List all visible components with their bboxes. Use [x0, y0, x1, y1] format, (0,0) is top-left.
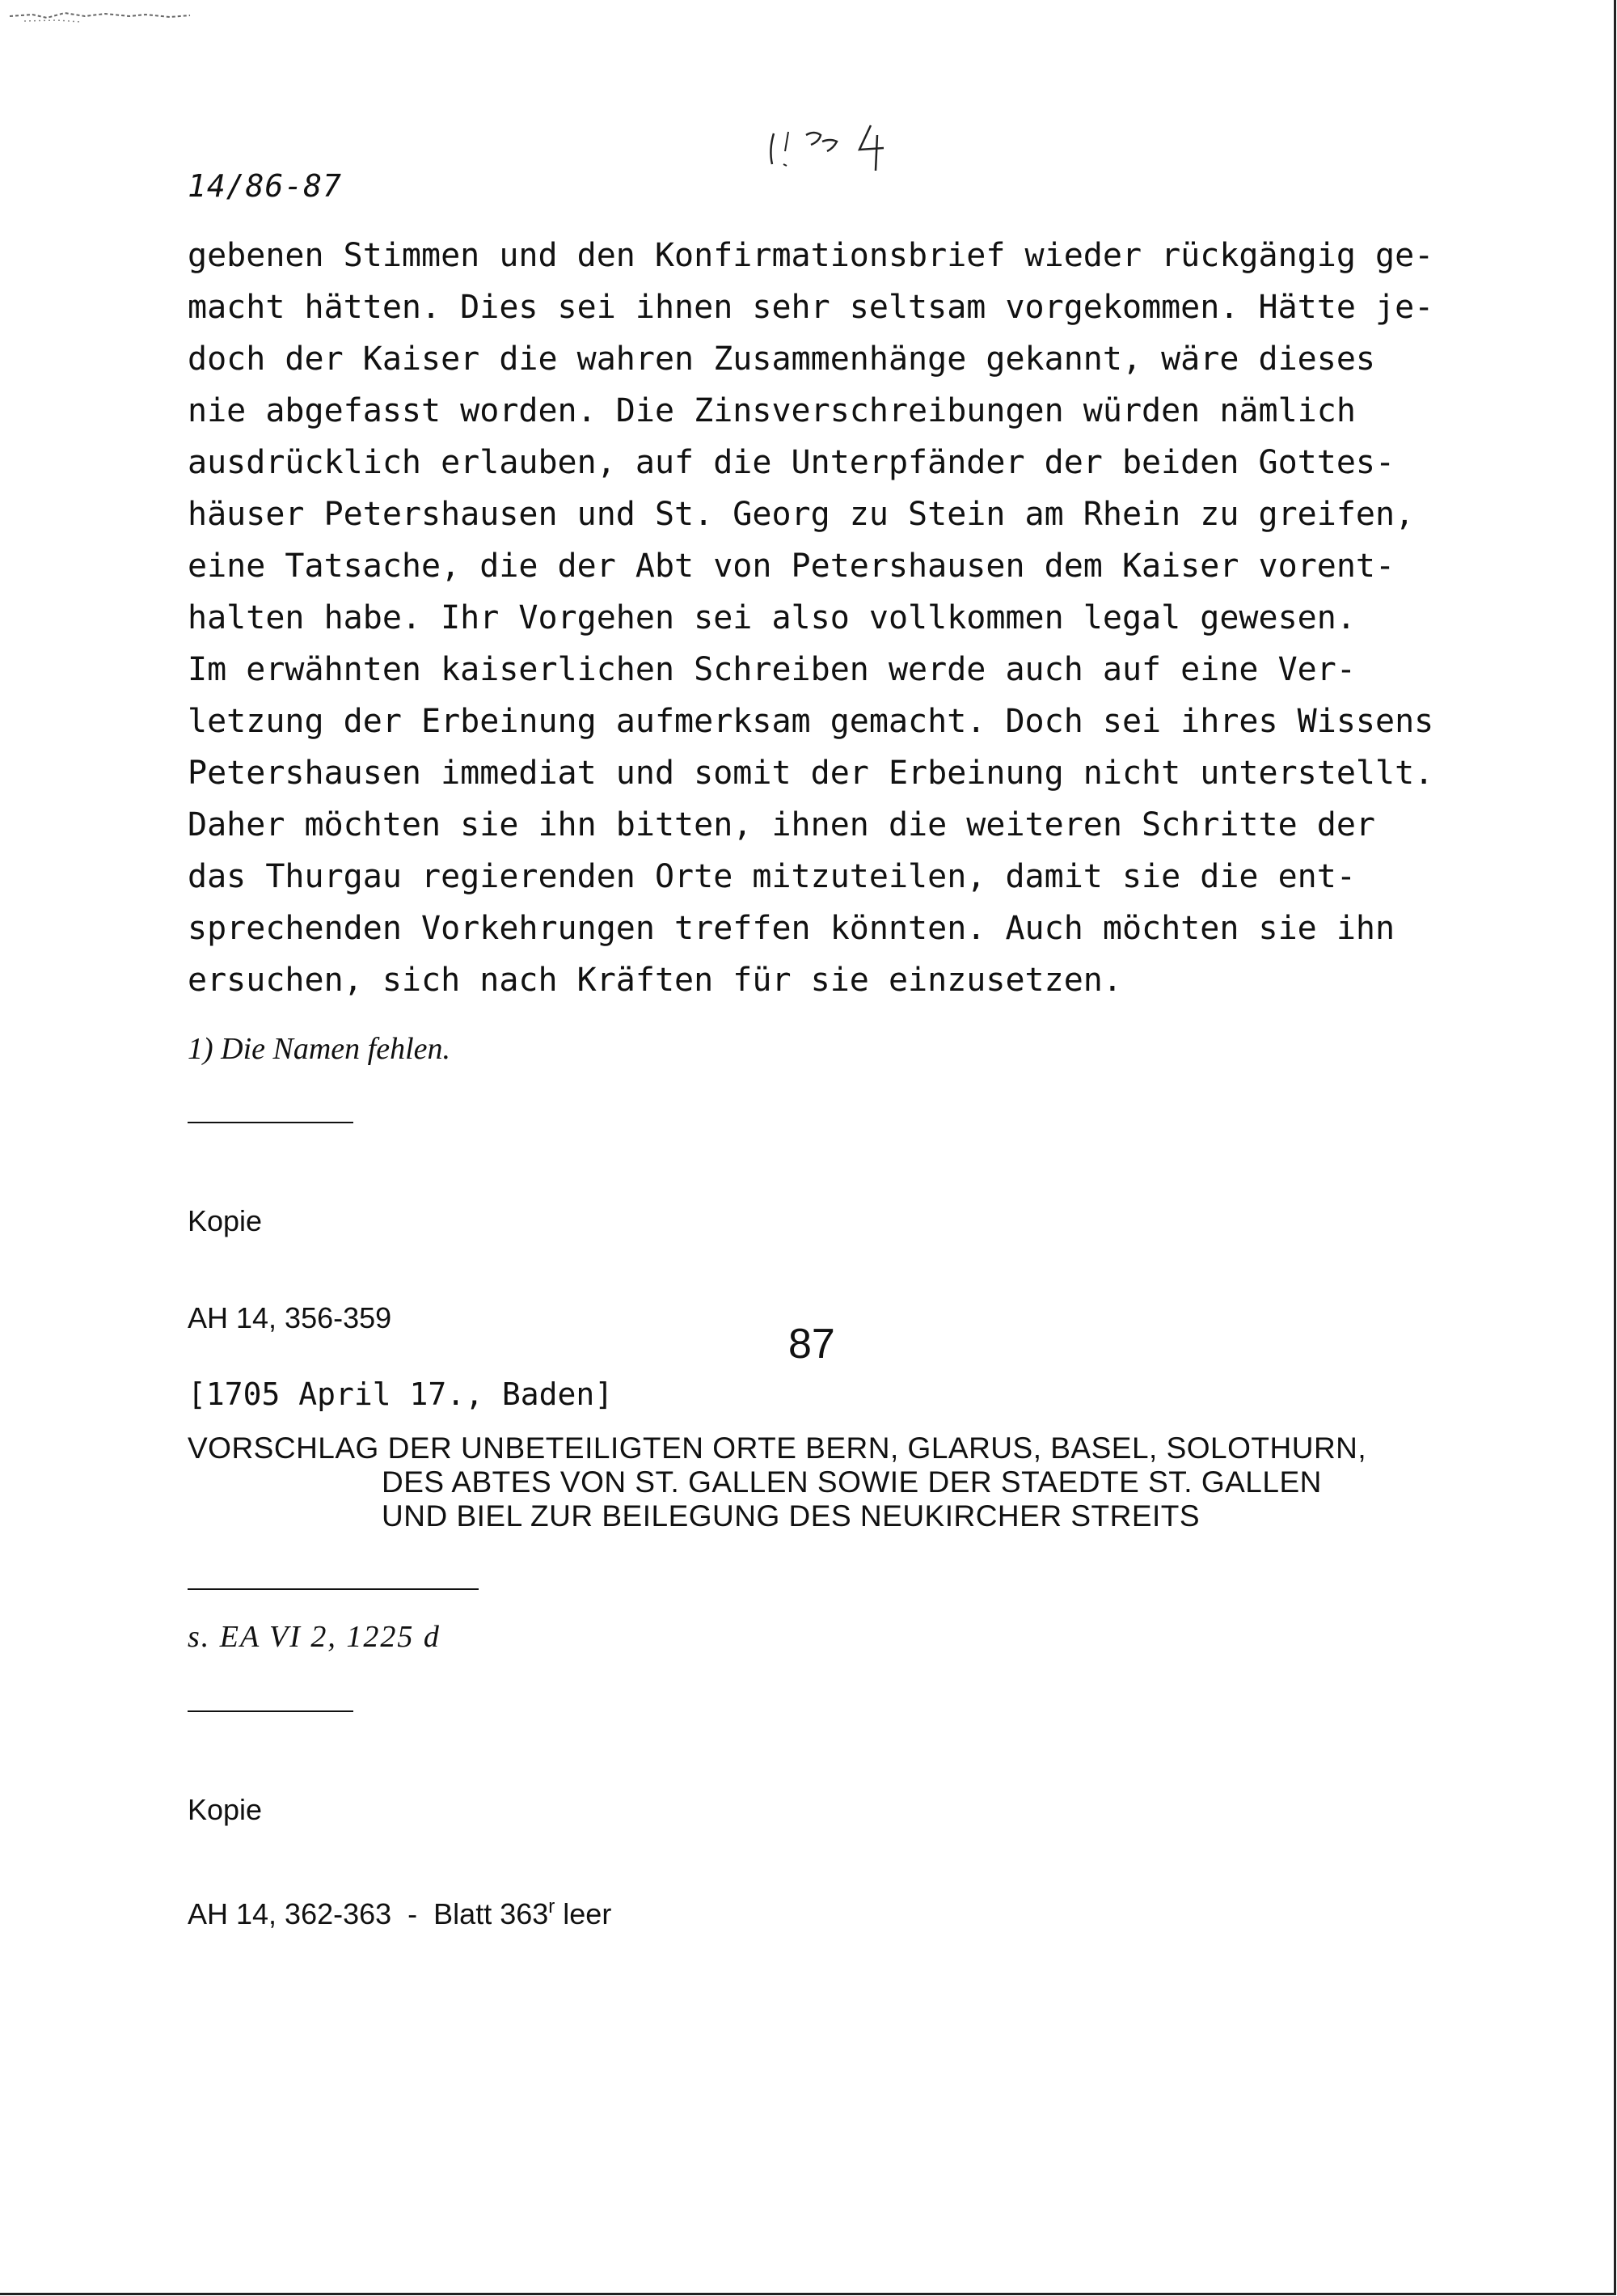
body-line: ausdrücklich erlauben, auf die Unterpfänder der beiden Gottes-	[188, 444, 1395, 481]
source-location: AH 14, 356-359	[188, 1301, 392, 1334]
body-line: gebenen Stimmen und den Konfirmationsbrief wieder rückgängig ge-	[188, 237, 1434, 274]
source-location-text: AH 14, 362-363 - Blatt 363	[188, 1897, 549, 1930]
page-reference: 14/86-87	[188, 168, 343, 204]
heading-line: DES ABTES VON ST. GALLEN SOWIE DER STAEDTE ST. GALLEN	[382, 1465, 1322, 1499]
heading-line: UND BIEL ZUR BEILEGUNG DES NEUKIRCHER STREITS	[382, 1499, 1201, 1533]
body-line: nie abgefasst worden. Die Zinsverschreibungen würden nämlich	[188, 392, 1356, 429]
body-line: halten habe. Ihr Vorgehen sei also vollkommen legal gewesen.	[188, 599, 1356, 636]
edition-citation: s. EA VI 2, 1225 d	[188, 1620, 441, 1654]
source-block	[188, 1729, 611, 1963]
body-line: ersuchen, sich nach Kräften für sie einzusetzen.	[188, 962, 1122, 999]
recto-superscript: r	[548, 1896, 555, 1918]
source-block	[188, 1140, 391, 1367]
body-text	[188, 230, 1481, 1006]
body-line: macht hätten. Dies sei ihnen sehr seltsam vorgekommen. Hätte je-	[188, 289, 1434, 326]
separator-rule	[188, 1122, 353, 1123]
document-dateline: [1705 April 17., Baden]	[188, 1376, 614, 1412]
body-line: das Thurgau regierenden Orte mitzuteilen, damit sie die ent-	[188, 858, 1356, 895]
body-line: sprechenden Vorkehrungen treffen könnten. Auch möchten sie ihn	[188, 910, 1395, 947]
body-line: doch der Kaiser die wahren Zusammenhänge gekannt, wäre dieses	[188, 340, 1376, 378]
source-location-suffix: leer	[555, 1897, 612, 1930]
document-number: 87	[788, 1321, 835, 1368]
separator-rule	[188, 1588, 479, 1590]
body-line: Petershausen immediat und somit der Erbeinung nicht unterstellt.	[188, 755, 1434, 792]
source-location	[188, 1891, 611, 1930]
scan-artifact	[8, 6, 194, 24]
body-line: eine Tatsache, die der Abt von Petershausen dem Kaiser vorent-	[188, 548, 1395, 585]
body-line: letzung der Erbeinung aufmerksam gemacht. Doch sei ihres Wissens	[188, 703, 1434, 740]
body-line: Im erwähnten kaiserlichen Schreiben werde auch auf eine Ver-	[188, 651, 1356, 688]
source-label: Kopie	[188, 1793, 263, 1826]
body-line: häuser Petershausen und St. Georg zu Stein am Rhein zu greifen,	[188, 496, 1415, 533]
heading-line: VORSCHLAG DER UNBETEILIGTEN ORTE BERN, GLARUS, BASEL, SOLOTHURN,	[188, 1431, 1367, 1465]
separator-rule	[188, 1710, 353, 1712]
body-line: Daher möchten sie ihn bitten, ihnen die weiteren Schritte der	[188, 806, 1376, 844]
document-heading	[188, 1431, 1366, 1533]
footnote: 1) Die Namen fehlen.	[188, 1032, 451, 1066]
source-label: Kopie	[188, 1204, 263, 1237]
handwritten-page-number	[764, 117, 901, 182]
